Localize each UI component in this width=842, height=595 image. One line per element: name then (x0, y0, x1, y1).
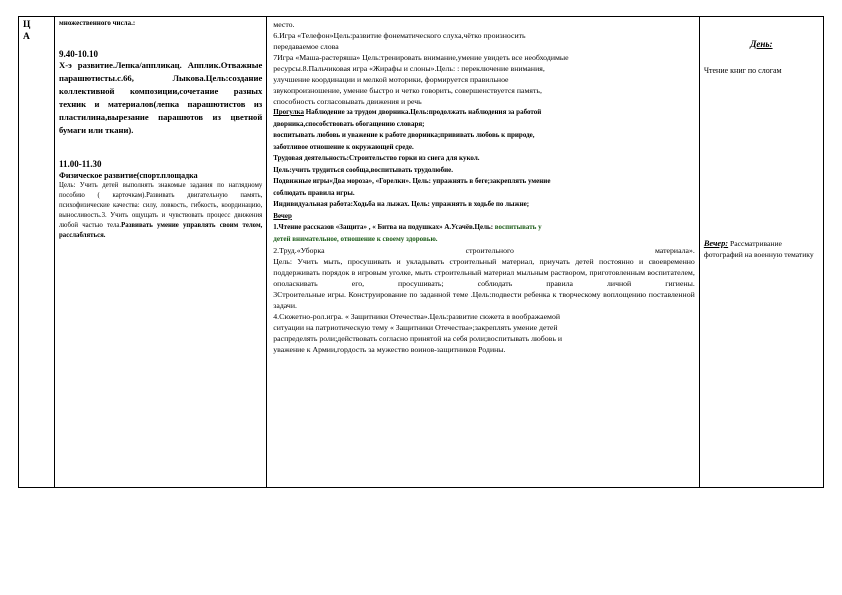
block1-time: 9.40-10.10 (59, 48, 99, 59)
text-line: улучшение координации и мелкой моторики, формируется правильное (273, 75, 509, 84)
text-line: способность согласовывать движения и речь (273, 97, 422, 106)
text-line: заботливое отношение к окружающей среде. (273, 142, 414, 151)
text-line: ситуации на патриотическую тему « Защитники Отечества»;закреплять умение детей (273, 323, 558, 332)
reading-goal-green: воспитывать у (494, 223, 542, 231)
block2-body-text: Цель: Учить детей выполнять знакомые задания по наглядному пособию ( карточкам).Развивать двигательную память, психофизические качества: силу, ловкость, гибкость, координацию, выносливость.3. Учить ощущать и чувствовать процесс движения любой частью тела. (59, 181, 263, 229)
text-line: воспитывать любовь и уважение к работе дворника;прививать любовь к природе, (273, 131, 535, 139)
day-text: Чтение книг по слогам (703, 66, 782, 75)
walk-label: Прогулка (273, 108, 304, 116)
right-column-cell (699, 17, 823, 488)
reading-goal-line: детей внимательное, отношение к своему здоровью. (273, 234, 438, 243)
code-cell (19, 17, 55, 488)
text-line: 6.Игра «Телефон»Цель:развитие фонематического слуха,чётко произносить (273, 31, 526, 40)
continued-text: множественного числа.: (59, 19, 136, 27)
evening-label: Вечер (273, 211, 292, 220)
block2-title: Физическое развитие(спорт.площадка (59, 170, 198, 180)
walk-text: Наблюдение за трудом дворника.Цель:продолжать наблюдения за работой (303, 108, 542, 116)
labor-title: 2.Труд.«Уборка строительного материала». (273, 246, 695, 255)
reading-line (273, 222, 695, 234)
text-line: Индивидуальная работа:Ходьба на лыжах. Цель: упражнять в ходьбе по лыжне; (273, 200, 530, 208)
text-line: соблюдать правила игры. (273, 188, 355, 197)
day-label: День: (750, 39, 773, 49)
text-line: уважение к Армии,гордость за мужество воинов-защитников Родины. (273, 345, 506, 354)
text-line: звукопроизношение, умение быстро и четко говорить, совершенствуется память, (273, 86, 542, 95)
labor-goal: Цель: Учить мыть, просушивать и укладывать строительный материал, приучать детей постоянно и своевременно поддерживать порядок в игровым уголке, мыть строительный материал мыльным раствором, приготовленным воспитателем, ополаскивать его, просушивать; соблюдать правила личной гигиены. (273, 257, 695, 288)
text-line: Подвижные игры«Два мороза», «Горелки». Цель: упражнять в беге;закреплять умение (273, 177, 551, 185)
main-activities-cell (267, 17, 700, 488)
text-line: распределять роли;действовать согласно принятой на себя роли;воспитывать любовь и (273, 334, 563, 343)
text-line: место. (273, 20, 295, 29)
text-line: передаваемое слова (273, 42, 339, 51)
text-line: 7Игра «Маша-растеряша» Цель:тренировать внимание,умение увидеть все необходимые (273, 53, 569, 62)
reading-text: 1.Чтение рассказов «Защита» , « Битва на подушках» А.Усачёв.Цель: (273, 223, 495, 231)
table-row (19, 17, 824, 488)
text-line: Трудовая деятельность:Строительство горки из снега для кукол. (273, 154, 480, 162)
text-line: ресурсы.8.Пальчиковая игра «Жирафы и слоны».Цель: : переключение внимания, (273, 64, 545, 73)
text-line: 4.Сюжетно-рол.игра. « Защитники Отечества».Цель:развитие сюжета в воображаемой (273, 312, 561, 321)
construction-games: 3Строительные игры. Конструирование по заданной теме .Цель:подвести ребенка к творческому воплощению поставленной задачи. (273, 290, 695, 310)
block1-body: Х-э развитие.Лепка/аппликац. Апплик.Отважные парашютисты.с.66, Лыкова.Цель:создание коллективной композиции,сочетание разных техник и материалов(лепка парашютистов из пластилина,вырезание парашютов из цветной бумаги или ткани). (59, 59, 263, 135)
evening-note (704, 238, 819, 260)
code-letter-1: Ц (23, 20, 31, 30)
evening-label: Вечер: (703, 239, 729, 248)
walk-line (273, 107, 695, 119)
text-line: дворника,способствовать обогащению словаря; (273, 119, 425, 128)
lesson-plan-table (18, 16, 824, 488)
block2-body (59, 181, 262, 241)
block2-body-tail: Развивать умение управлять своим телом, расслабляться. (59, 221, 263, 239)
code-letter-2: А (23, 32, 30, 42)
evening-text: Рассматривание фотографий на военную тематику (703, 239, 814, 259)
text-line: Цель:учить трудиться сообща,воспитывать трудолюбие. (273, 165, 453, 174)
block2-time: 11.00-11.30 (59, 158, 102, 169)
morning-column-cell (55, 17, 267, 488)
